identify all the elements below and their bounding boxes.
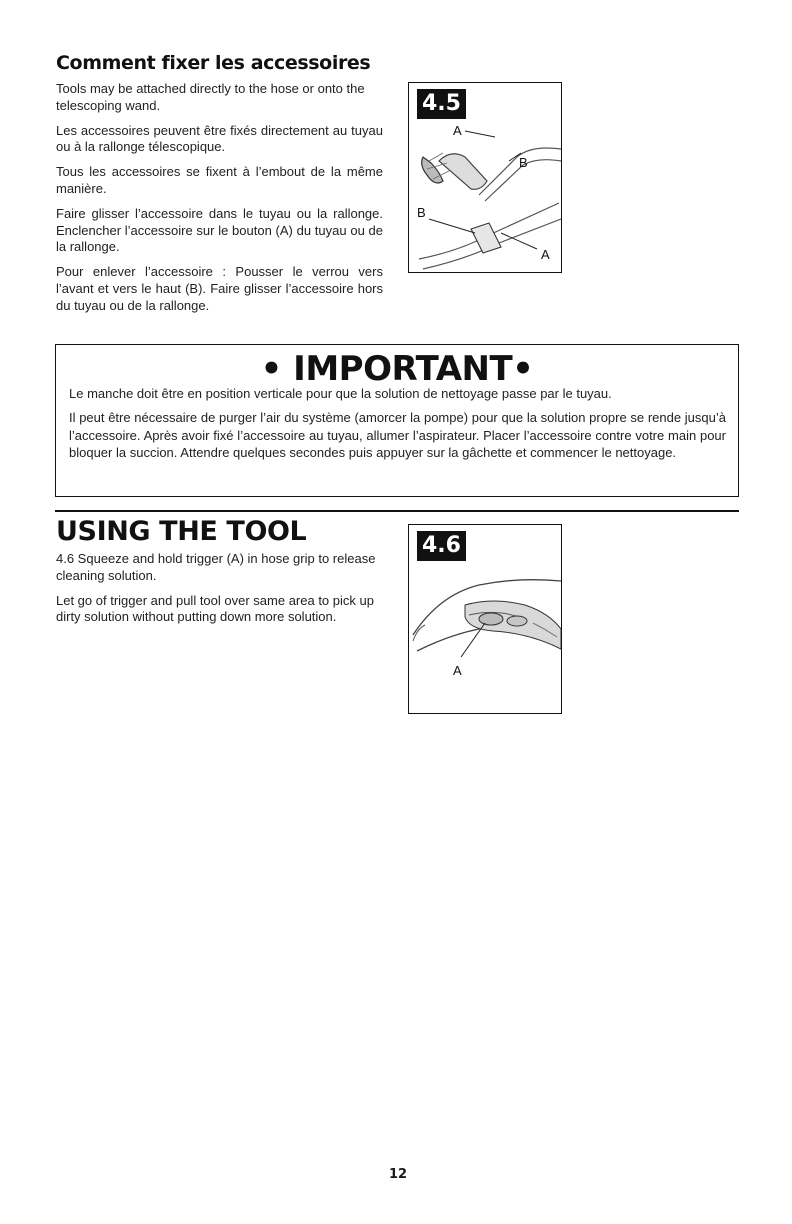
attach-paragraph: Les accessoires peuvent être fixés directement au tuyau ou à la rallonge télescopique.	[56, 122, 383, 155]
page-number: 12	[389, 1167, 408, 1182]
attach-heading: Comment fixer les accessoires	[56, 52, 371, 74]
callout-a-bottom: A	[541, 247, 550, 262]
attach-paragraph: Tous les accessoires se fixent à l’embout de la même manière.	[56, 164, 383, 196]
callout-a-trigger: A	[453, 663, 462, 678]
using-paragraph: Let go of trigger and pull tool over same area to pick up dirty solution without putting down more solution.	[56, 592, 374, 625]
figure-4-6-label: 4.6	[417, 531, 466, 561]
attach-paragraph: Tools may be attached directly to the hose or onto the telescoping wand.	[56, 81, 365, 113]
attach-paragraph: Faire glisser l’accessoire dans le tuyau ou la rallonge. Enclencher l’accessoire sur le bouton (A) du tuyau ou de la rallonge.	[56, 205, 383, 255]
important-box	[55, 344, 739, 497]
figure-4-5-label: 4.5	[417, 89, 466, 119]
using-text	[56, 551, 383, 634]
attach-paragraph: Pour enlever l’accessoire : Pousser le verrou vers l’avant et vers le haut (B). Faire glisser l’accessoire hors du tuyau ou de la rallonge.	[56, 264, 383, 313]
important-body	[56, 385, 738, 462]
callout-b-bottom: B	[417, 205, 426, 220]
figure-4-5	[408, 82, 562, 273]
important-paragraph: Il peut être nécessaire de purger l’air du système (amorcer la pompe) pour que la solution propre se rende jusqu’à l’accessoire. Après avoir fixé l’accessoire au tuyau, allumer l’aspirateur. Placer l’accessoire contre votre main pour bloquer la succion. Attendre quelques secondes puis appuyer sur la gâchette et commencer le nettoyage.	[69, 410, 726, 461]
using-heading: USING THE TOOL	[56, 516, 307, 547]
figure-4-6	[408, 524, 562, 714]
important-paragraph: Le manche doit être en position verticale pour que la solution de nettoyage passe par le tuyau.	[69, 386, 612, 401]
callout-a-top: A	[453, 123, 462, 138]
callout-b-top: B	[519, 155, 528, 170]
important-title: • IMPORTANT•	[260, 349, 534, 389]
attach-text	[56, 81, 383, 323]
using-step-line: cleaning solution.	[56, 567, 157, 583]
section-divider	[55, 510, 739, 512]
using-step-line: 4.6 Squeeze and hold trigger (A) in hose grip to release	[56, 551, 376, 566]
